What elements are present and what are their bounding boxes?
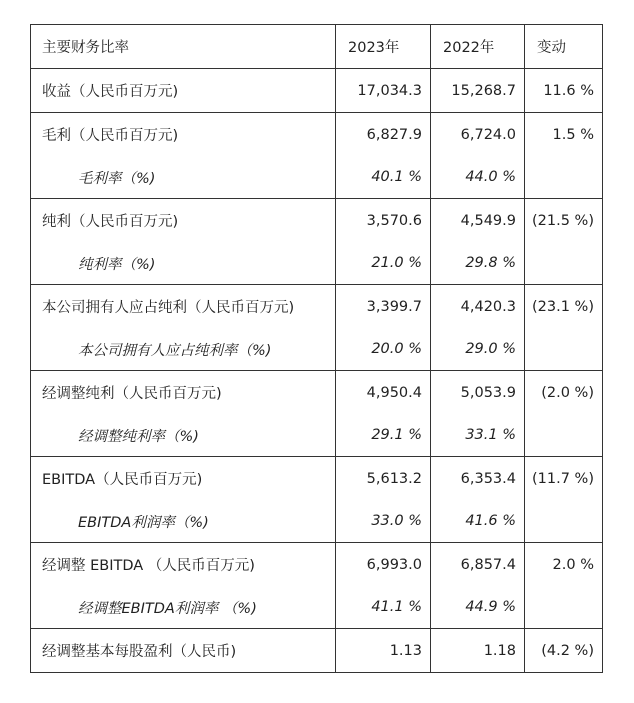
table-subrow [31, 156, 603, 199]
value-change: 1.5 % [525, 113, 603, 157]
ratio-label: 经调整EBITDA利润率 （%) [31, 586, 336, 629]
financial-ratios-table [30, 24, 603, 673]
table-subrow [31, 414, 603, 457]
ratio-2022: 44.0 % [431, 156, 525, 199]
ratio-2023: 21.0 % [336, 242, 431, 285]
value-2023: 6,827.9 [336, 113, 431, 157]
header-row [31, 25, 603, 69]
header-year-2022: 2022年 [431, 25, 525, 69]
ratio-change-empty [525, 586, 603, 629]
value-2022: 6,353.4 [431, 457, 525, 501]
value-2022: 4,549.9 [431, 199, 525, 243]
value-2023: 3,570.6 [336, 199, 431, 243]
value-change: (23.1 %) [525, 285, 603, 329]
table-row [31, 457, 603, 501]
ratio-label: EBITDA利润率（%) [31, 500, 336, 543]
value-change: 2.0 % [525, 543, 603, 587]
value-2022: 15,268.7 [431, 69, 525, 113]
value-change: (4.2 %) [525, 629, 603, 673]
value-2023: 1.13 [336, 629, 431, 673]
table-row [31, 199, 603, 243]
value-2022: 6,724.0 [431, 113, 525, 157]
value-change: (2.0 %) [525, 371, 603, 415]
table-subrow [31, 586, 603, 629]
table-row [31, 629, 603, 673]
row-label: 本公司拥有人应占纯利（人民币百万元) [31, 285, 336, 329]
ratio-change-empty [525, 414, 603, 457]
ratio-2023: 33.0 % [336, 500, 431, 543]
ratio-label: 本公司拥有人应占纯利率（%) [31, 328, 336, 371]
ratio-change-empty [525, 242, 603, 285]
row-label: 收益（人民币百万元) [31, 69, 336, 113]
table-subrow [31, 328, 603, 371]
row-label: 纯利（人民币百万元) [31, 199, 336, 243]
table-row [31, 543, 603, 587]
row-label: 经调整基本每股盈利（人民币) [31, 629, 336, 673]
ratio-2022: 44.9 % [431, 586, 525, 629]
header-change: 变动 [525, 25, 603, 69]
ratio-label: 经调整纯利率（%) [31, 414, 336, 457]
ratio-change-empty [525, 328, 603, 371]
table-subrow [31, 242, 603, 285]
ratio-2022: 29.8 % [431, 242, 525, 285]
header-label: 主要财务比率 [31, 25, 336, 69]
ratio-2022: 33.1 % [431, 414, 525, 457]
table-row [31, 113, 603, 157]
value-2022: 5,053.9 [431, 371, 525, 415]
row-label: 经调整 EBITDA （人民币百万元) [31, 543, 336, 587]
value-change: (11.7 %) [525, 457, 603, 501]
ratio-2023: 20.0 % [336, 328, 431, 371]
table-subrow [31, 500, 603, 543]
ratio-2023: 29.1 % [336, 414, 431, 457]
table-row [31, 285, 603, 329]
ratio-2023: 40.1 % [336, 156, 431, 199]
table-row [31, 69, 603, 113]
row-label: 毛利（人民币百万元) [31, 113, 336, 157]
ratio-2022: 41.6 % [431, 500, 525, 543]
ratio-2023: 41.1 % [336, 586, 431, 629]
value-2022: 4,420.3 [431, 285, 525, 329]
value-2023: 3,399.7 [336, 285, 431, 329]
ratio-2022: 29.0 % [431, 328, 525, 371]
ratio-label: 纯利率（%) [31, 242, 336, 285]
row-label: 经调整纯利（人民币百万元) [31, 371, 336, 415]
value-change: (21.5 %) [525, 199, 603, 243]
value-2023: 5,613.2 [336, 457, 431, 501]
value-2022: 6,857.4 [431, 543, 525, 587]
value-2023: 4,950.4 [336, 371, 431, 415]
value-change: 11.6 % [525, 69, 603, 113]
ratio-label: 毛利率（%) [31, 156, 336, 199]
ratio-change-empty [525, 500, 603, 543]
header-year-2023: 2023年 [336, 25, 431, 69]
value-2023: 17,034.3 [336, 69, 431, 113]
table-row [31, 371, 603, 415]
value-2022: 1.18 [431, 629, 525, 673]
value-2023: 6,993.0 [336, 543, 431, 587]
row-label: EBITDA（人民币百万元) [31, 457, 336, 501]
ratio-change-empty [525, 156, 603, 199]
